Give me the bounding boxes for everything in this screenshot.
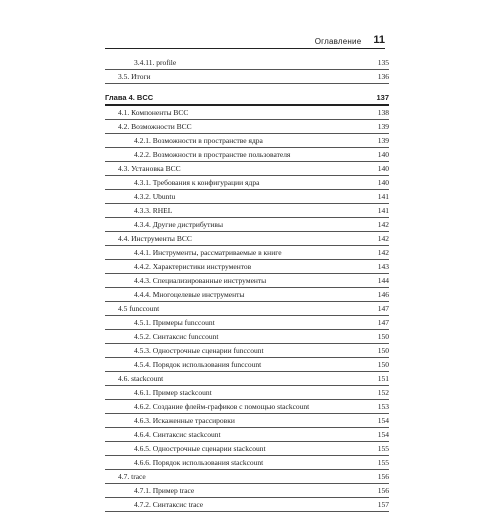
toc-entry-row xyxy=(105,484,389,498)
toc-entry-page: 137 xyxy=(376,93,389,102)
toc-entry-title: 4.4.1. Инструменты, рассматриваемые в книге xyxy=(134,248,282,257)
toc-entry-row xyxy=(105,176,389,190)
toc-entry-title: 4.5.4. Порядок использования funccount xyxy=(134,360,262,369)
toc-entry-title: 4.3.3. RHEL xyxy=(134,206,173,215)
toc-entry-title: 4.5.2. Синтаксис funccount xyxy=(134,332,219,341)
toc-entry-row xyxy=(105,232,389,246)
toc-entry-row xyxy=(105,260,389,274)
toc-entry-page: 150 xyxy=(377,332,389,341)
toc-entry-title: 4.4.3. Специализированные инструменты xyxy=(134,276,267,285)
toc-entry-title: 4.2.2. Возможности в пространстве пользователя xyxy=(134,150,291,159)
toc-entry-title: 4.2. Возможности BCC xyxy=(118,122,192,131)
page-number: 11 xyxy=(373,34,385,46)
toc-entry-page: 144 xyxy=(377,276,389,285)
toc-entry-title: 4.2.1. Возможности в пространстве ядра xyxy=(134,136,263,145)
toc-entry-row xyxy=(105,148,389,162)
toc-entry-page: 136 xyxy=(377,72,389,81)
toc-entry-page: 150 xyxy=(377,346,389,355)
toc-entry-row xyxy=(105,274,389,288)
toc-entry-row xyxy=(105,386,389,400)
toc-entry-row xyxy=(105,414,389,428)
table-of-contents xyxy=(105,56,389,512)
toc-entry-page: 140 xyxy=(377,178,389,187)
toc-entry-title: 4.5.1. Примеры funccount xyxy=(134,318,215,327)
toc-entry-row xyxy=(105,218,389,232)
toc-entry-title: 4.1. Компоненты BCC xyxy=(118,108,189,117)
toc-chapter-row xyxy=(105,91,389,106)
toc-entry-title: 4.3.1. Требования к конфигурации ядра xyxy=(134,178,260,187)
toc-entry-row xyxy=(105,428,389,442)
toc-entry-row xyxy=(105,456,389,470)
toc-entry-page: 142 xyxy=(377,220,389,229)
toc-entry-page: 139 xyxy=(377,136,389,145)
toc-entry-title: 4.5 funccount xyxy=(118,304,160,313)
toc-entry-page: 142 xyxy=(377,248,389,257)
toc-entry-page: 143 xyxy=(377,262,389,271)
toc-entry-title: 4.7.1. Пример trace xyxy=(134,486,195,495)
toc-entry-page: 153 xyxy=(377,402,389,411)
running-header-section: Оглавление xyxy=(314,37,362,46)
toc-entry-row xyxy=(105,470,389,484)
toc-entry-page: 152 xyxy=(377,388,389,397)
toc-entry-page: 147 xyxy=(377,304,389,313)
toc-entry-row xyxy=(105,344,389,358)
toc-entry-title: 3.4.11. profile xyxy=(134,58,177,67)
toc-entry-row xyxy=(105,316,389,330)
toc-entry-title: 4.6.2. Создание флейм-графиков с помощью stackcount xyxy=(134,402,310,411)
toc-entry-title: 4.7. trace xyxy=(118,472,146,481)
toc-entry-page: 142 xyxy=(377,234,389,243)
toc-entry-page: 156 xyxy=(377,472,389,481)
toc-entry-title: 4.3. Установка BCC xyxy=(118,164,181,173)
toc-entry-row xyxy=(105,106,389,120)
toc-entry-row xyxy=(105,134,389,148)
toc-entry-row xyxy=(105,120,389,134)
toc-entry-row xyxy=(105,302,389,316)
toc-entry-page: 138 xyxy=(377,108,389,117)
toc-entry-page: 141 xyxy=(377,192,389,201)
toc-entry-page: 140 xyxy=(377,150,389,159)
toc-entry-row xyxy=(105,400,389,414)
toc-entry-page: 141 xyxy=(377,206,389,215)
toc-entry-title: 4.6.3. Искаженные трассировки xyxy=(134,416,235,425)
toc-entry-row xyxy=(105,372,389,386)
toc-entry-title: 4.7.2. Синтаксис trace xyxy=(134,500,204,509)
toc-entry-page: 155 xyxy=(377,458,389,467)
toc-entry-title: 4.6.5. Однострочные сценарии stackcount xyxy=(134,444,266,453)
toc-entry-title: 4.6.6. Порядок использования stackcount xyxy=(134,458,264,467)
toc-entry-row xyxy=(105,190,389,204)
toc-entry-title: 4.3.4. Другие дистрибутивы xyxy=(134,220,224,229)
toc-entry-page: 151 xyxy=(377,374,389,383)
toc-entry-title: 4.4.4. Многоцелевые инструменты xyxy=(134,290,245,299)
toc-entry-title: 4.6.4. Синтаксис stackcount xyxy=(134,430,221,439)
toc-entry-page: 155 xyxy=(377,444,389,453)
running-header xyxy=(105,26,385,49)
toc-entry-page: 154 xyxy=(377,430,389,439)
toc-entry-page: 150 xyxy=(377,360,389,369)
toc-entry-page: 154 xyxy=(377,416,389,425)
toc-entry-page: 140 xyxy=(377,164,389,173)
toc-entry-title: 4.6.1. Пример stackcount xyxy=(134,388,212,397)
toc-entry-page: 147 xyxy=(377,318,389,327)
toc-entry-title: 4.4.2. Характеристики инструментов xyxy=(134,262,252,271)
toc-entry-row xyxy=(105,358,389,372)
toc-entry-row xyxy=(105,288,389,302)
chapter-spacer xyxy=(105,84,389,91)
toc-entry-row xyxy=(105,204,389,218)
toc-entry-row xyxy=(105,330,389,344)
toc-entry-title: 4.3.2. Ubuntu xyxy=(134,192,176,201)
toc-entry-page: 146 xyxy=(377,290,389,299)
toc-entry-title: 4.5.3. Однострочные сценарии funccount xyxy=(134,346,264,355)
toc-entry-title: Глава 4. BCC xyxy=(105,93,154,102)
toc-entry-page: 156 xyxy=(377,486,389,495)
toc-entry-row xyxy=(105,162,389,176)
toc-entry-row xyxy=(105,442,389,456)
toc-entry-row xyxy=(105,70,389,84)
toc-entry-row xyxy=(105,246,389,260)
toc-entry-row xyxy=(105,56,389,70)
toc-entry-title: 3.5. Итоги xyxy=(118,72,151,81)
toc-entry-page: 157 xyxy=(377,500,389,509)
toc-entry-page: 139 xyxy=(377,122,389,131)
toc-entry-page: 135 xyxy=(377,58,389,67)
toc-entry-row xyxy=(105,498,389,512)
toc-entry-title: 4.4. Инструменты BCC xyxy=(118,234,192,243)
toc-entry-title: 4.6. stackcount xyxy=(118,374,164,383)
